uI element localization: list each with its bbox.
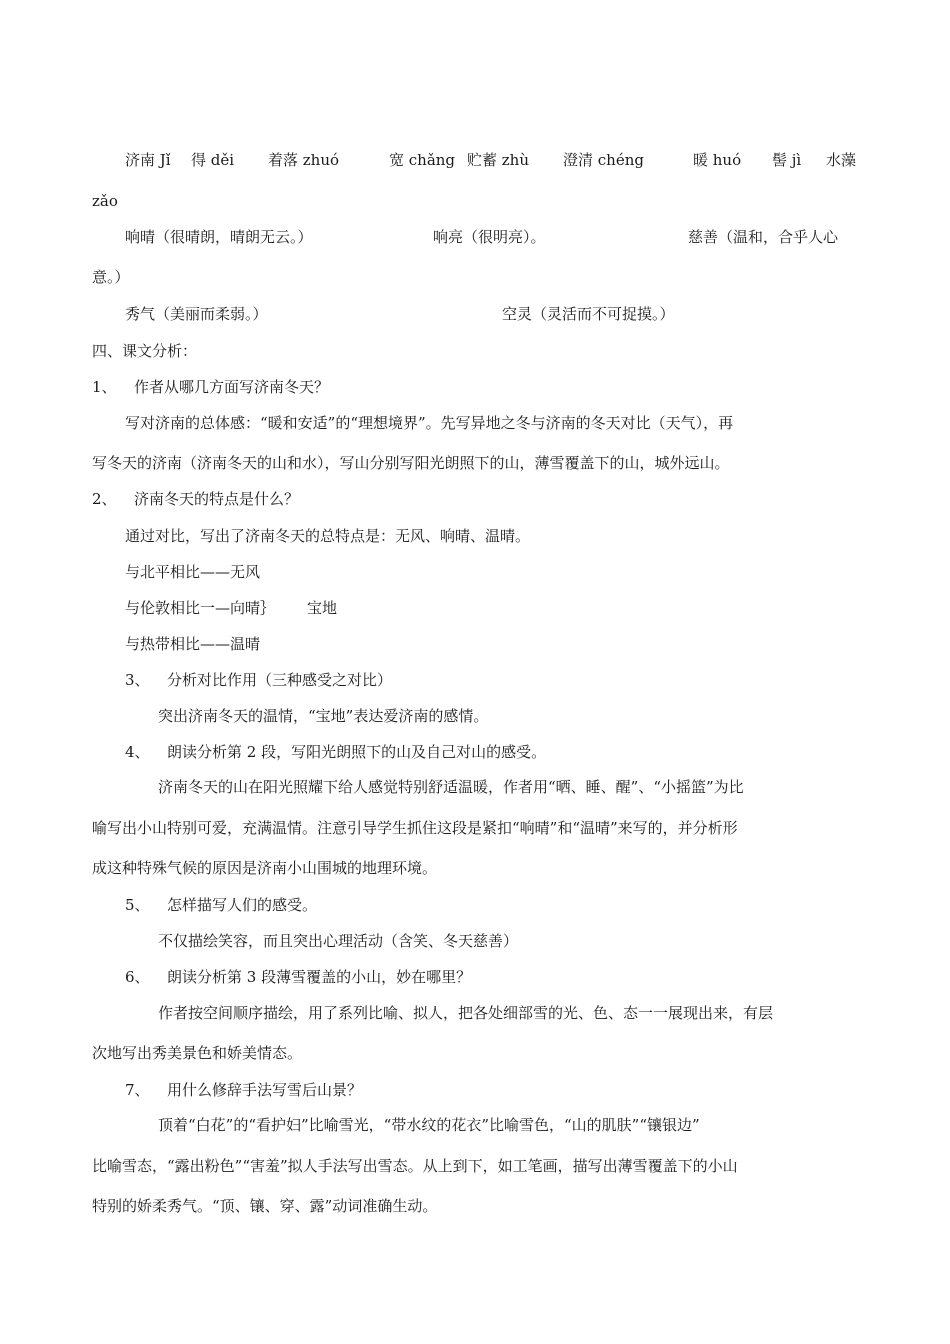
comparison-1: 与北平相比——无风 bbox=[125, 563, 261, 581]
question-text: 怎样描写人们的感受。 bbox=[167, 896, 318, 914]
vocab-def: 空灵（灵活而不可捉摸。） bbox=[502, 305, 675, 323]
vocab-item: 髻 jì bbox=[772, 151, 802, 169]
vocab-def: 响晴（很晴朗，晴朗无云。） bbox=[125, 228, 313, 246]
answer-3: 突出济南冬天的温情，“宝地”表达爱济南的感情。 bbox=[158, 707, 489, 725]
question-text: 朗读分析第 2 段，写阳光朗照下的山及自己对山的感受。 bbox=[167, 743, 547, 761]
question-text: 济南冬天的特点是什么？ bbox=[134, 490, 300, 508]
vocab-item: 暖 huó bbox=[693, 151, 742, 169]
section-title: 四、课文分析： bbox=[92, 342, 198, 360]
vocab-item: 济南 Jǐ bbox=[125, 151, 171, 169]
vocab-item: 着落 zhuó bbox=[268, 151, 340, 169]
question-number: 6、 bbox=[125, 968, 150, 986]
vocab-item: 澄清 chéng bbox=[563, 151, 644, 169]
question-number: 2、 bbox=[92, 490, 117, 508]
vocab-def: 响亮（很明亮）。 bbox=[433, 228, 546, 246]
vocab-item: 宽 chǎng bbox=[389, 151, 456, 169]
answer-6-line-2: 次地写出秀美景色和娇美情态。 bbox=[92, 1044, 303, 1062]
answer-4-line-2: 喻写出小山特别可爱，充满温情。注意引导学生抓住这段是紧扣“响晴”和“温晴”来写的，并分析形 bbox=[92, 819, 738, 837]
question-number: 7、 bbox=[125, 1081, 150, 1099]
question-number: 5、 bbox=[125, 896, 150, 914]
answer-5: 不仅描绘笑容，而且突出心理活动（含笑、冬天慈善） bbox=[158, 932, 519, 950]
vocab-item: 贮蓄 zhù bbox=[467, 151, 529, 169]
comparison-text: 与伦敦相比一—向晴｝ bbox=[125, 599, 276, 617]
question-text: 分析对比作用（三种感受之对比） bbox=[167, 671, 393, 689]
vocab-line-2-cont: 意。） bbox=[92, 268, 130, 286]
answer-4-line-1: 济南冬天的山在阳光照耀下给人感觉特别舒适温暖，作者用“晒、睡、醒”、“小摇篮”为比 bbox=[158, 778, 744, 796]
answer-6-line-1: 作者按空间顺序描绘，用了系列比喻、拟人，把各处细部雪的光、色、态一一展现出来，有层 bbox=[158, 1004, 774, 1022]
comparison-label: 宝地 bbox=[307, 599, 338, 617]
answer-4-line-3: 成这种特殊气候的原因是济南小山围城的地理环境。 bbox=[92, 859, 438, 877]
answer-7-line-1: 顶着“白花”的“看护妇”比喻雪光，“带水纹的花衣”比喻雪色，“山的肌肤”“镶银边” bbox=[158, 1116, 700, 1134]
question-number: 4、 bbox=[125, 743, 150, 761]
vocab-def: 秀气（美丽而柔弱。） bbox=[125, 305, 268, 323]
comparison-3: 与热带相比——温晴 bbox=[125, 635, 261, 653]
question-text: 朗读分析第 3 段薄雪覆盖的小山，妙在哪里？ bbox=[167, 968, 472, 986]
answer-1-line-2: 写冬天的济南（济南冬天的山和水），写山分别写阳光朗照下的山，薄雪覆盖下的山，城外远山。 bbox=[92, 454, 730, 472]
answer-2: 通过对比，写出了济南冬天的总特点是：无风、响晴、温晴。 bbox=[125, 527, 531, 545]
answer-1-line-1: 写对济南的总体感：“暖和安适”的“理想境界”。先写异地之冬与济南的冬天对比（天气），再 bbox=[125, 414, 734, 432]
question-number: 1、 bbox=[92, 378, 117, 396]
answer-7-line-3: 特别的娇柔秀气。“顶、镶、穿、露”动词准确生动。 bbox=[92, 1197, 438, 1215]
answer-7-line-2: 比喻雪态，“露出粉色”“害羞”拟人手法写出雪态。从上到下，如工笔画，描写出薄雪覆盖下的小山 bbox=[92, 1157, 738, 1175]
vocab-item: 得 děi bbox=[191, 151, 235, 169]
question-number: 3、 bbox=[125, 671, 150, 689]
vocab-def: 慈善（温和，合乎人心 bbox=[688, 228, 839, 246]
vocab-line-1-cont: zǎo bbox=[92, 192, 118, 210]
vocab-item: 水藻 bbox=[826, 151, 857, 169]
question-text: 作者从哪几方面写济南冬天？ bbox=[134, 378, 330, 396]
question-text: 用什么修辞手法写雪后山景？ bbox=[167, 1081, 363, 1099]
